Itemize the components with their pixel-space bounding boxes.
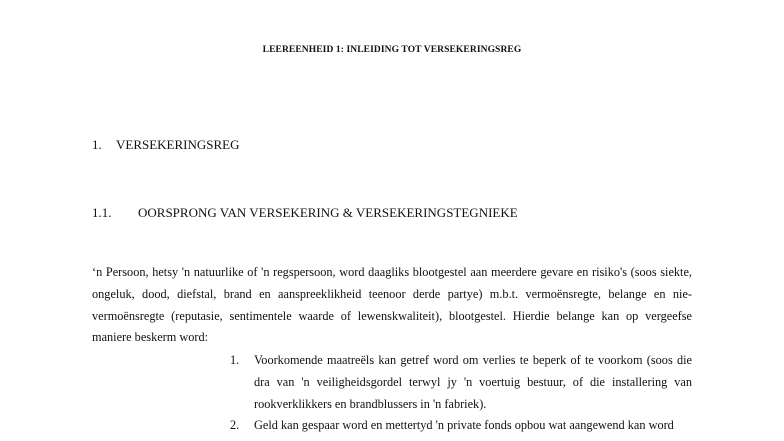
running-header: LEEREENHEID 1: INLEIDING TOT VERSEKERINGSREG	[262, 45, 522, 55]
body-paragraph: ‘n Persoon, hetsy 'n natuurlike of 'n regspersoon, word daagliks blootgestel aan meerdere gevare en risiko's (soos siekte, ongeluk, dood, diefstal, brand en aanspreeklikheid teenoor derde partye) m.b.t. vermoënsregte, belange en nie-vermoënsregte (reputasie, sentimentele waarde of lewenskwaliteit), blootgestel. Hierdie belange kan op vergeefse maniere beskerm word:	[92, 265, 692, 345]
subsection-number: 1.1.	[92, 205, 112, 220]
list-item-number: 1.	[230, 353, 240, 367]
numbered-list	[230, 350, 692, 437]
list-item-number: 2.	[230, 418, 240, 433]
list-item	[230, 415, 692, 437]
list-item	[230, 350, 692, 415]
list-item-text: Geld kan gespaar word en mettertyd 'n private fonds opbou wat aangewend kan word	[254, 418, 674, 433]
section-number: 1.	[92, 137, 102, 152]
list-item-text: Voorkomende maatreëls kan getref word om verlies te beperk of te voorkom (soos die dra van 'n veiligheidsgordel terwyl jy 'n voertuig bestuur, of die installering van rookverklikkers en brandblussers in 'n fabriek).	[254, 353, 692, 411]
subsection-title: OORSPRONG VAN VERSEKERING & VERSEKERINGSTEGNIEKE	[138, 205, 518, 220]
subsection-heading	[92, 205, 518, 221]
section-title: VERSEKERINGSREG	[116, 137, 240, 152]
section-heading	[92, 137, 240, 153]
